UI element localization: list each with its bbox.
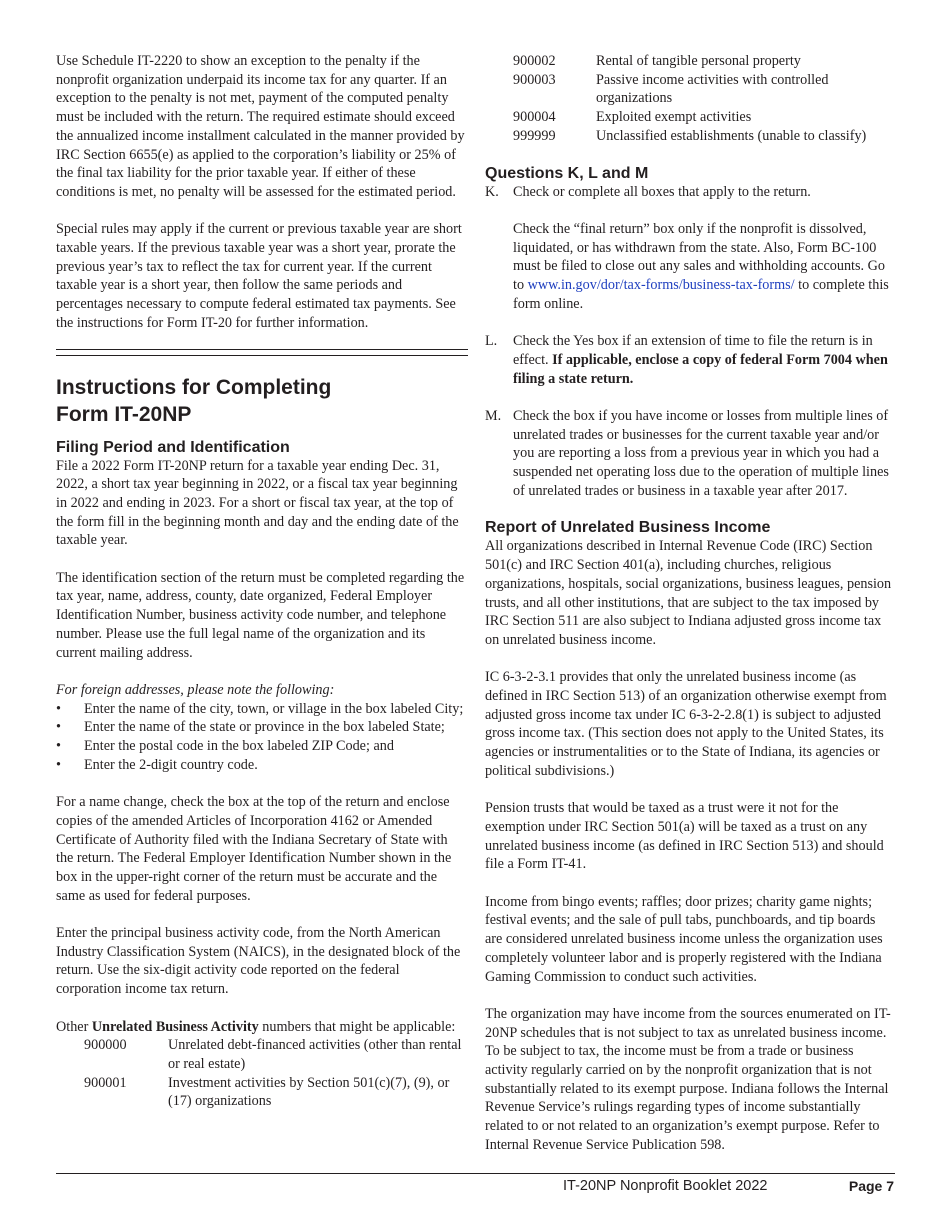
question-m-text: Check the box if you have income or losses from multiple lines of unrelated trades or businesses for the current taxable year and/or you are reporting a loss from a previous year in which you had a suspended net operating loss due to the operation of multiple lines of unrelated trades or business in a taxable year after 2017. [513, 407, 889, 499]
activity-code-table [56, 1036, 468, 1111]
instructions-heading-line1: Instructions for Completing [56, 375, 332, 399]
activity-code: 900003 [513, 71, 556, 88]
activity-code-paragraph: Enter the principal business activity code, from the North American Industry Classification System (NAICS), in the designated block of the return. Use the six-digit activity code reported on the federal corporation income tax return. [56, 925, 461, 998]
activity-code: 900002 [513, 53, 556, 69]
question-m [485, 407, 895, 501]
activity-description: Investment activities by Section 501(c)(7), (9), or (17) organizations [168, 1074, 450, 1110]
report-paragraph-4: Income from bingo events; raffles; door prizes; charity game nights; festival events; and the sale of pull tabs, punchboards, and tip boards are considered unrelated business income unless the organization uses completely volunteer labor and is properly registered with the Indiana Gaming Commission to conduct such activities. [485, 893, 883, 985]
penalty-exception-paragraph: Use Schedule IT-2220 to show an exception to the penalty if the nonprofit organization underpaid its income tax for any quarter. If an exception to the penalty is not met, payment of the computed penalty must be included with the return. The required estimate should exceed the annualized income installment calculated in the manner provided by IRC Section 6655(e) as applied to the corporation’s liability or 25% of the final tax liability for the prior taxable year. If either of these conditions is met, no penalty will be assessed for the estimated period. [56, 53, 465, 200]
bullet-icon: • [56, 719, 61, 736]
final-return-paragraph: Check the “final return” box only if the nonprofit is dissolved, liquidated, or has withdrawn from the state. Also, Form BC-100 must be filed to close out any sales and withholding accounts. Go to www.in.gov/dor/tax-forms/business-tax-forms/ to complete this form online. [513, 220, 889, 312]
question-k-text: Check or complete all boxes that apply to the return. [513, 183, 811, 200]
foreign-address-intro: For foreign addresses, please note the following: [56, 681, 335, 698]
page-number: Page 7 [848, 1178, 894, 1194]
table-row [485, 71, 895, 108]
bullet-icon: • [56, 738, 61, 755]
name-change-paragraph: For a name change, check the box at the top of the return and enclose copies of the amended Articles of Incorporation 4162 or Amended Certificate of Authority filed with the Indiana Secretary of State with the return. The Federal Employer Identification Number shown in the box in the upper-right corner of the return must be accurate and the same as used for federal purposes. [56, 794, 452, 904]
activity-description: Unrelated debt-financed activities (other than rental or real estate) [168, 1037, 462, 1072]
bullet-icon: • [56, 756, 61, 773]
question-letter: M. [485, 407, 502, 424]
report-paragraph-2: IC 6-3-2-3.1 provides that only the unrelated business income (as defined in IRC Section 513) of an organization otherwise exempt from adjusted gross income tax under IC 6-3-2-2.8(1) is subject to adjusted gross income tax. (This section does not apply to the United States, its agencies or instrumentalities or to the State of Indiana, its agencies or political subdivisions.) [485, 669, 887, 779]
activity-code: 900004 [513, 109, 556, 126]
activity-description: Unclassified establishments (unable to classify) [596, 127, 867, 144]
business-tax-forms-link[interactable]: www.in.gov/dor/tax-forms/business-tax-forms/ [527, 277, 795, 294]
instructions-heading-line2: Form IT-20NP [56, 402, 192, 426]
report-paragraph-3: Pension trusts that would be taxed as a trust were it not for the exemption under IRC Section 501(a) will be taxed as a trust on any unrelated business income (as defined in IRC Section 513) and should file a Form IT-41. [485, 800, 884, 873]
foreign-address-list [56, 700, 468, 775]
question-l-text: Check the Yes box if an extension of time to file the return is in effect. If applicable, enclose a copy of federal Form 7004 when filing a state return. [513, 333, 888, 387]
activity-description: Rental of tangible personal property [596, 53, 801, 69]
table-row [485, 127, 895, 146]
list-item: • Enter the postal code in the box labeled ZIP Code; and [56, 738, 394, 755]
questions-heading: Questions K, L and M [485, 164, 649, 182]
instructions-heading [56, 374, 468, 428]
right-column [485, 52, 895, 1155]
activity-code: 900000 [84, 1037, 127, 1054]
report-heading: Report of Unrelated Business Income [485, 519, 771, 537]
table-row [485, 52, 895, 71]
report-paragraph-5: The organization may have income from the sources enumerated on IT-20NP schedules that is not subject to tax as unrelated business income. To be subject to tax, the income must be from a trade or business activity regularly carried on by the nonprofit organization that is not substantially related to its exempt purpose. Indiana follows the Internal Revenue Service’s rulings regarding types of income substantially related to or not related to an organization’s exempt purpose. Refer to Internal Revenue Service Publication 598. [485, 1005, 891, 1153]
activity-code: 999999 [513, 127, 556, 144]
filing-period-paragraph: File a 2022 Form IT-20NP return for a taxable year ending Dec. 31, 2022, a short tax year beginning in 2022, or a fiscal tax year beginning in 2022 and ending in 2023. For a short or fiscal tax year, at the top of the form fill in the beginning month and day and the ending date of the taxable year. [56, 457, 459, 549]
question-k [485, 183, 895, 314]
table-row [56, 1036, 468, 1073]
bullet-icon: • [56, 700, 61, 717]
section-divider [56, 349, 468, 356]
filing-period-heading: Filing Period and Identification [56, 438, 290, 456]
activity-code-table-continued [485, 52, 895, 146]
list-item: • Enter the name of the city, town, or village in the box labeled City; [56, 700, 464, 717]
activity-description: Exploited exempt activities [596, 109, 752, 126]
list-item: • Enter the name of the state or province in the box labeled State; [56, 719, 445, 736]
table-row [485, 108, 895, 127]
identification-paragraph: The identification section of the return must be completed regarding the tax year, name, address, county, date organized, Federal Employer Identification Number, business activity code number, and telephone number. Please use the full legal name of the organization and its current mailing address. [56, 569, 465, 661]
footer-divider [56, 1173, 895, 1174]
question-l [485, 332, 895, 388]
activity-code: 900001 [84, 1074, 127, 1091]
question-letter: L. [485, 333, 498, 350]
short-year-paragraph: Special rules may apply if the current or previous taxable year are short taxable years. If the previous taxable year was a short year, prorate the previous year’s tax to reflect the tax for current year. If the current taxable year is a short year, then follow the same periods and percentages necessary to compute federal estimated tax payments. See the instructions for Form IT-20 for further information. [56, 221, 462, 331]
table-row [56, 1074, 468, 1111]
other-activity-paragraph: Other Unrelated Business Activity numbers that might be applicable: [56, 1018, 456, 1035]
left-column [56, 52, 468, 1111]
list-item: • Enter the 2-digit country code. [56, 756, 258, 773]
footer-title: IT-20NP Nonprofit Booklet 2022 [563, 1178, 768, 1194]
question-letter: K. [485, 183, 499, 200]
report-paragraph-1: All organizations described in Internal Revenue Code (IRC) Section 501(c) and IRC Section 401(a), including churches, religious organizations, hospitals, social organizations, business leagues, pension trusts, and all other institutions, that are subject to the tax imposed by IRC Section 511 are also subject to Indiana adjusted gross income tax on unrelated business income. [485, 538, 892, 648]
activity-description: Passive income activities with controlled organizations [596, 71, 829, 107]
